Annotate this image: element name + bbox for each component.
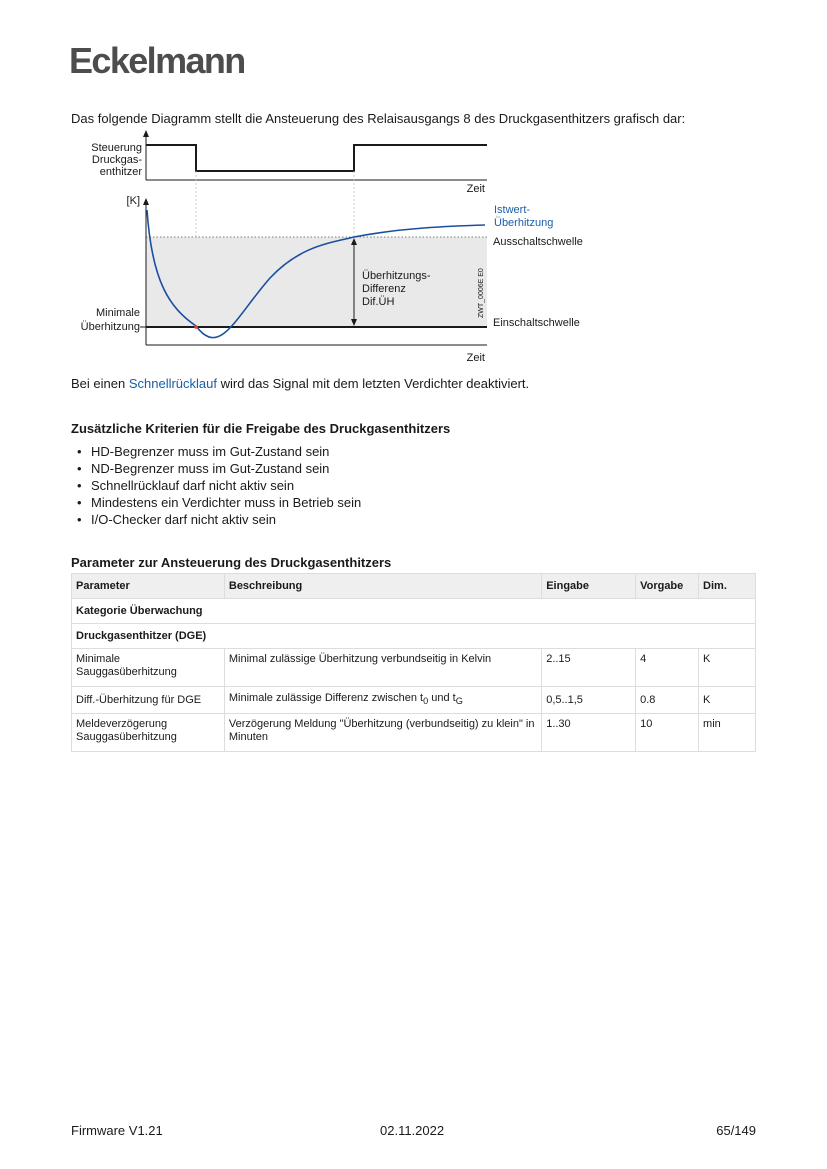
steuerung-label-3: enthitzer xyxy=(99,166,142,178)
ausschalt-label: Ausschaltschwelle xyxy=(493,236,583,248)
istwert-label-1: Istwert- xyxy=(494,204,531,216)
list-item: • HD-Begrenzer muss im Gut-Zustand sein xyxy=(77,443,361,460)
steuerung-label-2: Druckgas- xyxy=(91,154,142,166)
minimale-label-2: Überhitzung xyxy=(80,321,140,333)
params-table xyxy=(71,573,756,752)
cell-parameter: Diff.-Überhitzung für DGE xyxy=(72,687,225,714)
criteria-heading: Zusätzliche Kriterien für die Freigabe des Druckgasenthitzers xyxy=(71,421,451,436)
cell-beschreibung: Minimal zulässige Überhitzung verbundseitig in Kelvin xyxy=(224,649,541,687)
subscript-g: G xyxy=(455,696,463,707)
subcategory-row xyxy=(72,624,756,649)
table-row xyxy=(72,687,756,714)
intro-paragraph: Das folgende Diagramm stellt die Ansteuerung des Relaisausgangs 8 des Druckgasenthitzers grafisch dar: xyxy=(71,111,686,126)
link-after-text: wird das Signal mit dem letzten Verdichter deaktiviert. xyxy=(216,376,530,391)
table-row xyxy=(72,649,756,687)
control-signal xyxy=(146,145,487,171)
header-vorgabe: Vorgabe xyxy=(636,574,699,599)
differenz-label-1: Überhitzungs- xyxy=(362,270,431,282)
cell-eingabe: 0,5..1,5 xyxy=(542,687,636,714)
bottom-y-axis-arrow xyxy=(143,198,149,205)
table-header-row xyxy=(72,574,756,599)
cell-parameter: Minimale Sauggasüberhitzung xyxy=(72,649,225,687)
list-item: • Mindestens ein Verdichter muss in Betrieb sein xyxy=(77,494,361,511)
eckelmann-logo: Eckelmann xyxy=(69,40,245,81)
differenz-label-2: Differenz xyxy=(362,283,406,295)
cell-dim: min xyxy=(699,714,756,752)
link-before-text: Bei einen xyxy=(71,376,129,391)
top-y-axis-arrow xyxy=(143,130,149,137)
category-row xyxy=(72,599,756,624)
steuerung-label-1: Steuerung xyxy=(91,142,142,154)
code-label: ZWT_0006E E0 xyxy=(478,268,485,318)
zeit-label-bottom: Zeit xyxy=(466,352,485,364)
params-heading: Parameter zur Ansteuerung des Druckgasenthitzers xyxy=(71,555,392,570)
list-item: • Schnellrücklauf darf nicht aktiv sein xyxy=(77,477,361,494)
table-row xyxy=(72,714,756,752)
footer-date: 02.11.2022 xyxy=(380,1123,445,1138)
hysteresis-band xyxy=(146,237,487,327)
einschalt-label: Einschaltschwelle xyxy=(493,317,580,329)
cell-eingabe: 2..15 xyxy=(542,649,636,687)
cell-dim: K xyxy=(699,649,756,687)
control-diagram xyxy=(60,128,620,368)
schnellruecklauf-link[interactable]: Schnellrücklauf xyxy=(128,376,217,391)
cell-dim: K xyxy=(699,687,756,714)
subcategory-cell: Druckgasenthitzer (DGE) xyxy=(72,624,756,649)
minimale-label-1: Minimale xyxy=(95,307,140,319)
cell-vorgabe: 10 xyxy=(636,714,699,752)
cell-parameter: Meldeverzögerung Sauggasüberhitzung xyxy=(72,714,225,752)
beschreibung-prefix: Minimale zulässige Differenz zwischen t xyxy=(228,691,424,704)
cell-vorgabe: 4 xyxy=(636,649,699,687)
switch-on-marker xyxy=(194,325,198,329)
list-item: • ND-Begrenzer muss im Gut-Zustand sein xyxy=(77,460,361,477)
footer-firmware: Firmware V1.21 xyxy=(71,1123,163,1138)
istwert-label-2: Überhitzung xyxy=(494,217,554,229)
differenz-label-3: Dif.ÜH xyxy=(362,296,395,308)
schnellruecklauf-paragraph xyxy=(71,376,529,391)
zeit-label-top: Zeit xyxy=(466,183,485,195)
footer-page-number: 65/149 xyxy=(716,1123,756,1138)
category-cell: Kategorie Überwachung xyxy=(72,599,756,624)
cell-beschreibung: Verzögerung Meldung "Überhitzung (verbundseitig) zu klein" in Minuten xyxy=(224,714,541,752)
y-unit-label: [K] xyxy=(126,195,140,207)
subscript-0: 0 xyxy=(423,696,429,707)
beschreibung-mid: und t xyxy=(428,691,456,704)
header-beschreibung: Beschreibung xyxy=(224,574,541,599)
criteria-list xyxy=(77,443,361,528)
cell-beschreibung xyxy=(224,687,541,714)
cell-vorgabe: 0.8 xyxy=(636,687,699,714)
cell-eingabe: 1..30 xyxy=(542,714,636,752)
header-eingabe: Eingabe xyxy=(542,574,636,599)
header-dim: Dim. xyxy=(699,574,756,599)
list-item: • I/O-Checker darf nicht aktiv sein xyxy=(77,511,361,528)
header-parameter: Parameter xyxy=(72,574,225,599)
